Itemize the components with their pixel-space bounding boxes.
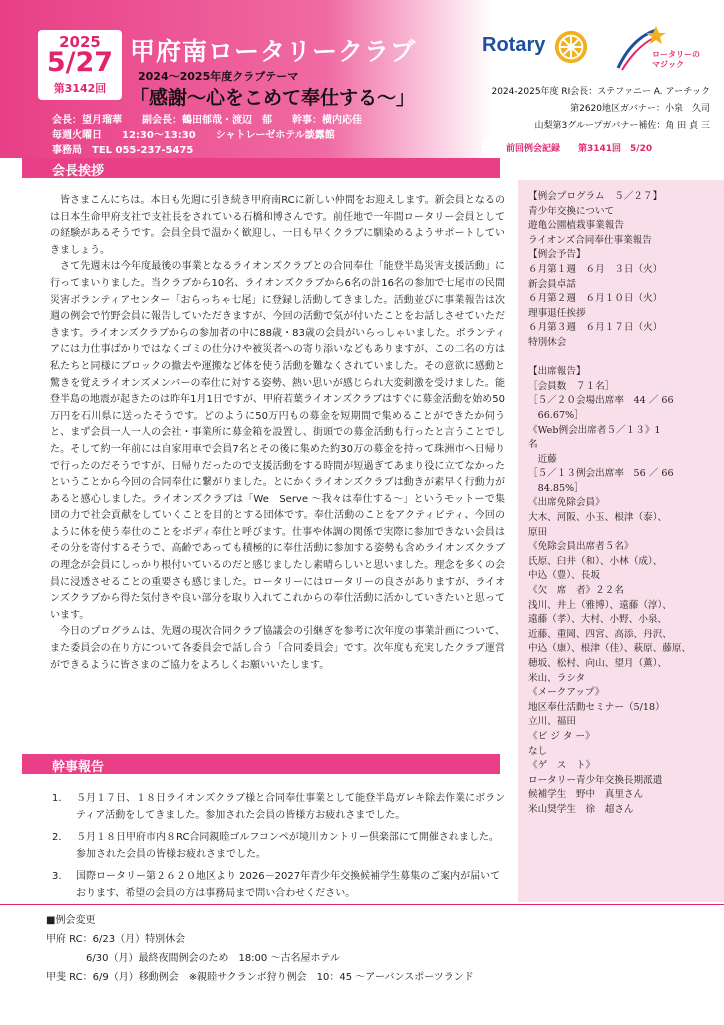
sidebar-line: 中込（康）、根津（佳）、萩原、藤原、 <box>528 643 692 655</box>
list-item <box>52 829 507 863</box>
greeting-heading: 会長挨拶 <box>52 164 105 179</box>
sidebar-line: 84.85%］ <box>528 482 584 494</box>
secretary-heading-bar <box>22 754 500 774</box>
ri-president: 2024-2025年度 RI会長：ステファニー A. アーチック <box>491 87 710 97</box>
sidebar-line: 米山、ラシタ <box>528 672 586 684</box>
magic-text-line-1: ロータリーの <box>652 50 700 59</box>
sidebar-line <box>528 351 714 366</box>
sidebar-line: 《ビ ジ タ ー》 <box>528 730 595 742</box>
item-text: 国際ロータリー第２６２０地区より 2026－2027年青少年交換候補学生募集のご案内が届いております、希望の会員の方は事務局まで問い合わせください。 <box>76 871 501 899</box>
sidebar-line: 理事退任挨拶 <box>528 307 586 319</box>
issue-number: 第3142回 <box>53 82 107 95</box>
sidebar-line: 地区奉仕活動セミナー（5/18） <box>528 701 665 713</box>
list-item <box>52 790 507 824</box>
sidebar-line: 【例会予告】 <box>528 249 586 261</box>
rotary-wordmark: Rotary <box>482 34 546 56</box>
schedule-title: ■例会変更 <box>46 915 96 926</box>
schedule-line: 甲府 RC：6/23（月）特別休会 <box>46 934 186 945</box>
sidebar-line: 大木、河阪、小玉、根津（泰）、 <box>528 512 668 524</box>
theme-label: 2024～2025年度クラブテーマ <box>138 70 299 83</box>
sidebar-line: 青少年交換について <box>528 205 615 217</box>
greeting-paragraph: さて先週末は今年度最後の事業となるライオンズクラブとの合同奉仕「能登半島災害支援活動」に行ってまいりました。当クラブから10名、ライオンズクラブから6名の計16名の参加で七尾市の民間災害ボランティアセンター「おらっちゃ七尾」に登録し活動してきました。活動並びに事業報告は次週の例会で竹野会員に報告していただきますが、今回の活動で気が付いたことをお話しさせていただきます。ライオンズクラブからの参加者の中に88歳・83歳の会員がいらっしゃいました。ボランティアには力仕事ばかりではなくゴミの仕分けや被災者への寄り添いなどもありますが、この二名の方は私たちと同様にブロックの撤去や運搬など体を使う活動を難なくされていました。その意欲に感動と驚きを覚えライオンズメンバーの奉仕に対する姿勢、熱い思いが感じられ大変刺激を受けました。能登半島の地震が起きたのは昨年1月1日ですが、甲府若葉ライオンズクラブはすぐに募金活動を始め50万円を石川県に送ったそうです。どのように50万円もの募金を短期間で集めることができたか伺うと、まず会員一人一人の会社・事業所に募金箱を設置し、街頭での募金活動も行ったと言うことでした。そして約一年前には自家用車で会員7名とその後に集めた約30万の募金を持って珠洲市へ日帰りで行ったのだそうですが、日帰りだったので支援活動をする時間が短過ぎてあまり役に立てなかったということから今回の合同奉仕に繋がりました。とにかくライオンズクラブは動きが素早く行動力があると感心しました。ライオンズクラブは「We Serve ～我々は奉仕する～」というモットーで集団の力で社会貢献をしていくことを目的とする団体です。奉仕活動のことをアクティビティ、今回のように体を使う奉仕のことをボディ奉仕と呼びます。仕事や体調の関係で実際に参加できない会員はその分を寄付するそうで、高齢であっても積極的に奉仕活動に参加する姿勢も含めライオンズクラブの理念が会員にしっかり根付いているのだと感じましたし素晴らしいと思いました。理念を多くの会員に浸透させることの重要さも感じました。ロータリーにはロータリーの良さがありますが、ライオンズクラブから得た気付きや良い部分を取り入れてこれからの奉仕活動に活かしていきたいと思っています。 <box>50 261 505 621</box>
sidebar-line: 中込（豊）、長坂 <box>528 570 600 582</box>
sidebar-line: ［５／１３例会出席率 56 ／ 66 <box>528 468 674 480</box>
sidebar-line: ［５／２０会場出席率 44 ／ 66 <box>528 395 674 407</box>
sidebar-line: 遠藤（孝）、大村、小野、小泉、 <box>528 614 668 626</box>
sidebar-line: 遊亀公園植栽事業報告 <box>528 220 624 232</box>
sidebar-line: 《免除会員出席者５名》 <box>528 541 634 553</box>
sidebar-line: 立川、福田 <box>528 716 576 728</box>
sidebar-line: ライオンズ合同奉仕事業報告 <box>528 234 652 246</box>
sidebar-line: なし <box>528 745 548 757</box>
sidebar-line: 近藤、重岡、四宮、高添、丹沢、 <box>528 628 672 640</box>
sidebar-line: 新会員卓話 <box>528 278 576 290</box>
previous-record: 前回例会記録 第3141回 5/20 <box>506 144 653 154</box>
officers: 会長：望月瑠華 副会長：鶴田郁哉・渡辺 郁 幹事：横内応佳 <box>52 115 362 126</box>
item-text: ５月１７日、１８日ライオンズクラブ様と合同奉仕事業として能登半島ガレキ除去作業にボランティア活動をしてきました。参加された会員の皆様方お疲れさまでした。 <box>76 793 506 821</box>
sidebar-content <box>528 190 714 818</box>
secretary-heading: 幹事報告 <box>52 760 105 775</box>
assistant-governor: 山梨第3グループガバナー補佐：角 田 貞 三 <box>534 121 710 131</box>
secretary-report-list <box>52 790 507 907</box>
greeting-paragraph: 今日のプログラムは、先週の現次合同クラブ協議会の引継ぎを参考に次年度の事業計画について、また委員会の在り方について各委員会で話し合う「合同委員会」です。次年度も充実したクラブ運営ができるように皆さまのご協力をよろしくお願いいたします。 <box>50 626 505 671</box>
sidebar-line: ６月第１週 ６月 ３日（火） <box>528 263 663 275</box>
club-theme: 「感謝～心をこめて奉仕する～」 <box>130 87 416 109</box>
greeting-body <box>50 193 505 674</box>
sidebar-line: 《Web例会出席者５／１３》1 <box>528 424 661 436</box>
magic-text <box>652 50 700 70</box>
sidebar-line: 66.67%］ <box>528 409 584 421</box>
sidebar-line: 近藤 <box>528 453 557 465</box>
sidebar-line: 穂坂、松村、向山、望月（薫）、 <box>528 658 668 669</box>
sidebar-line: ロータリー青少年交換長期派遣 <box>528 774 663 786</box>
sidebar-line: 原田 <box>528 526 548 538</box>
theme-logo <box>612 24 716 76</box>
district-governor: 第2620地区ガバナー：小泉 久司 <box>570 104 710 114</box>
sidebar-line: ［会員数 ７１名］ <box>528 380 615 392</box>
rotary-wheel-icon <box>552 28 590 66</box>
schedule-line: 甲斐 RC：6/9（月）移動例会 ※親睦サクランボ狩り例会 10：45 ～アーバンスポーツランド <box>46 972 474 983</box>
list-item <box>52 868 507 902</box>
sidebar-line: 氏原、臼井（和）、小林（成）、 <box>528 555 663 567</box>
sidebar-line: 名 <box>528 439 538 451</box>
sidebar-line: 【出席報告】 <box>528 366 586 378</box>
sidebar-line: 【例会プログラム ５／２７】 <box>528 191 663 202</box>
item-text: ５月１８日甲府市内８RC合同親睦ゴルフコンペが境川カントリー倶楽部にて開催されました。参加された会員の皆様お疲れさまでした。 <box>76 832 499 860</box>
club-name: 甲府南ロータリークラブ <box>130 37 417 66</box>
office-info: 事務局 TEL 055-237-5475 <box>52 145 194 156</box>
sidebar-line: ６月第３週 ６月１７日（火） <box>528 322 663 334</box>
magic-text-line-2: マジック <box>652 60 684 69</box>
sidebar-line: 《欠 席 者》２２名 <box>528 585 624 597</box>
sidebar-line: 特別休会 <box>528 336 567 348</box>
greeting-paragraph: 皆さまこんにちは。本日も先週に引き続き甲府南RCに新しい仲間をお迎えします。新会員となるのは日本生命甲府支社で支社長をされている石橋和博さんです。前任地で一年間ロータリー会員としての経験があるそうです。会員全員で温かく歓迎し、一日も早くクラブに馴染めるようサポートしていきましょう。 <box>50 195 505 256</box>
sidebar-line: 《メークアップ》 <box>528 687 605 699</box>
item-number: 2. <box>52 832 62 843</box>
item-number: 3. <box>52 871 62 882</box>
issue-year: 2025 <box>59 33 101 51</box>
sidebar-line: ６月第２週 ６月１０日（火） <box>528 293 663 305</box>
sidebar-line: 米山奨学生 徐 超さん <box>528 803 634 815</box>
sidebar-line: 候補学生 野中 真里さん <box>528 789 644 801</box>
header-banner <box>0 0 724 158</box>
date-box <box>38 30 122 100</box>
issue-date: 5/27 <box>46 47 114 78</box>
rotary-logo <box>482 28 594 68</box>
sidebar-line: 浅川、井上（雅博）、遠藤（淳）、 <box>528 599 672 611</box>
item-number: 1. <box>52 793 62 804</box>
sidebar-line: 《ゲ ス ト》 <box>528 760 596 772</box>
meeting-info: 毎週火曜日 12:30～13:30 シャトレーゼホテル談露館 <box>52 130 335 141</box>
greeting-heading-bar <box>22 158 500 178</box>
sidebar-line: 《出席免除会員》 <box>528 497 605 509</box>
schedule-change <box>46 911 474 987</box>
schedule-line: 6/30（月）最終夜間例会のため 18:00 ～古名屋ホテル <box>46 953 340 964</box>
